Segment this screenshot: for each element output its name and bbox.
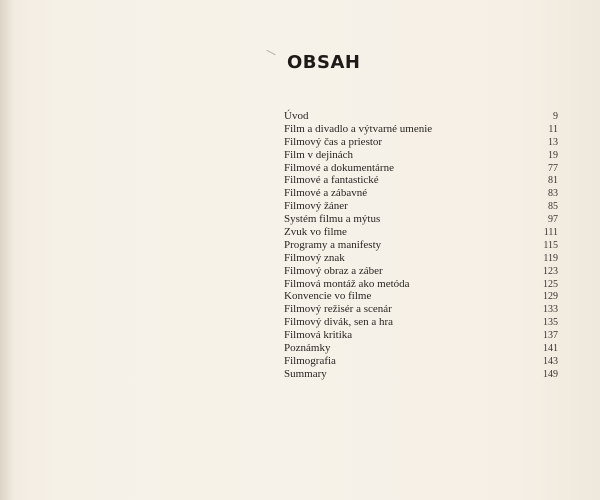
toc-entry-title: Zvuk vo filme [284, 226, 347, 239]
toc-entry [284, 213, 558, 226]
toc-entry-page-number: 125 [543, 278, 558, 290]
toc-entry-title: Film v dejinách [284, 148, 354, 161]
toc-entry [284, 342, 558, 355]
toc-entry [284, 174, 558, 187]
toc-entry [284, 136, 558, 149]
toc-entry [284, 252, 558, 265]
toc-entry [284, 355, 558, 368]
toc-entry [284, 265, 558, 278]
toc-entry [284, 187, 558, 200]
page-title: OBSAH [287, 52, 361, 73]
toc-entry-title: Programy a manifesty [284, 238, 382, 251]
toc-entry-title: Poznámky [284, 342, 331, 355]
toc-entry-page-number: 9 [553, 111, 558, 122]
toc-entry-page-number: 13 [548, 136, 558, 148]
toc-entry-page-number: 11 [548, 123, 558, 135]
toc-entry-page-number: 19 [548, 149, 558, 161]
toc-entry-title: Filmový obraz a záber [284, 264, 383, 277]
toc-entry-page-number: 141 [543, 343, 558, 355]
toc-entry [284, 329, 558, 342]
toc-entry [284, 316, 558, 329]
toc-entry-page-number: 115 [543, 239, 558, 251]
toc-entry-title: Summary [284, 367, 327, 380]
toc-entry-title: Filmové a dokumentárne [284, 161, 394, 174]
toc-entry-page-number: 123 [543, 265, 558, 277]
toc-entry [284, 123, 558, 136]
toc-entry-page-number: 85 [548, 201, 558, 213]
toc-entry-title: Filmový divák, sen a hra [284, 316, 394, 329]
toc-entry-page-number: 111 [543, 227, 558, 239]
toc-entry-page-number: 133 [543, 304, 558, 316]
toc-entry-title: Konvencie vo filme [284, 290, 372, 303]
toc-entry-page-number: 149 [543, 368, 558, 380]
toc-entry-page-number: 83 [548, 188, 558, 200]
toc-entry-page-number: 119 [543, 252, 558, 264]
toc-entry-title: Film a divadlo a výtvarné umenie [284, 122, 433, 135]
toc-entry-title: Filmová kritika [284, 329, 353, 342]
toc-entry [284, 200, 558, 213]
toc-entry-title: Systém filmu a mýtus [284, 213, 381, 226]
toc-entry-title: Filmový znak [284, 251, 345, 264]
toc-entry-title: Filmografia [284, 354, 336, 367]
table-of-contents [284, 110, 558, 381]
toc-entry [284, 226, 558, 239]
toc-entry-page-number: 129 [543, 291, 558, 303]
toc-entry-title: Filmový režisér a scenár [284, 303, 392, 316]
toc-entry-title: Filmový čas a priestor [284, 135, 383, 148]
toc-entry [284, 303, 558, 316]
pencil-mark [266, 50, 275, 56]
toc-entry [284, 290, 558, 303]
toc-entry-title: Filmové a fantastické [284, 174, 379, 187]
toc-entry-title: Úvod [284, 110, 309, 122]
toc-entry [284, 149, 558, 162]
toc-entry [284, 162, 558, 175]
toc-entry-page-number: 137 [543, 330, 558, 342]
toc-entry-page-number: 97 [548, 214, 558, 226]
toc-entry-page-number: 143 [543, 355, 558, 367]
toc-entry-page-number: 135 [543, 317, 558, 329]
toc-entry [284, 110, 558, 123]
toc-entry-title: Filmové a zábavné [284, 187, 368, 200]
toc-entry [284, 278, 558, 291]
toc-entry [284, 239, 558, 252]
toc-entry [284, 368, 558, 381]
page-fold-shadow [0, 0, 14, 500]
toc-entry-title: Filmový žáner [284, 200, 348, 213]
toc-entry-page-number: 81 [548, 175, 558, 187]
toc-entry-title: Filmová montáž ako metóda [284, 277, 410, 290]
toc-entry-page-number: 77 [548, 162, 558, 174]
